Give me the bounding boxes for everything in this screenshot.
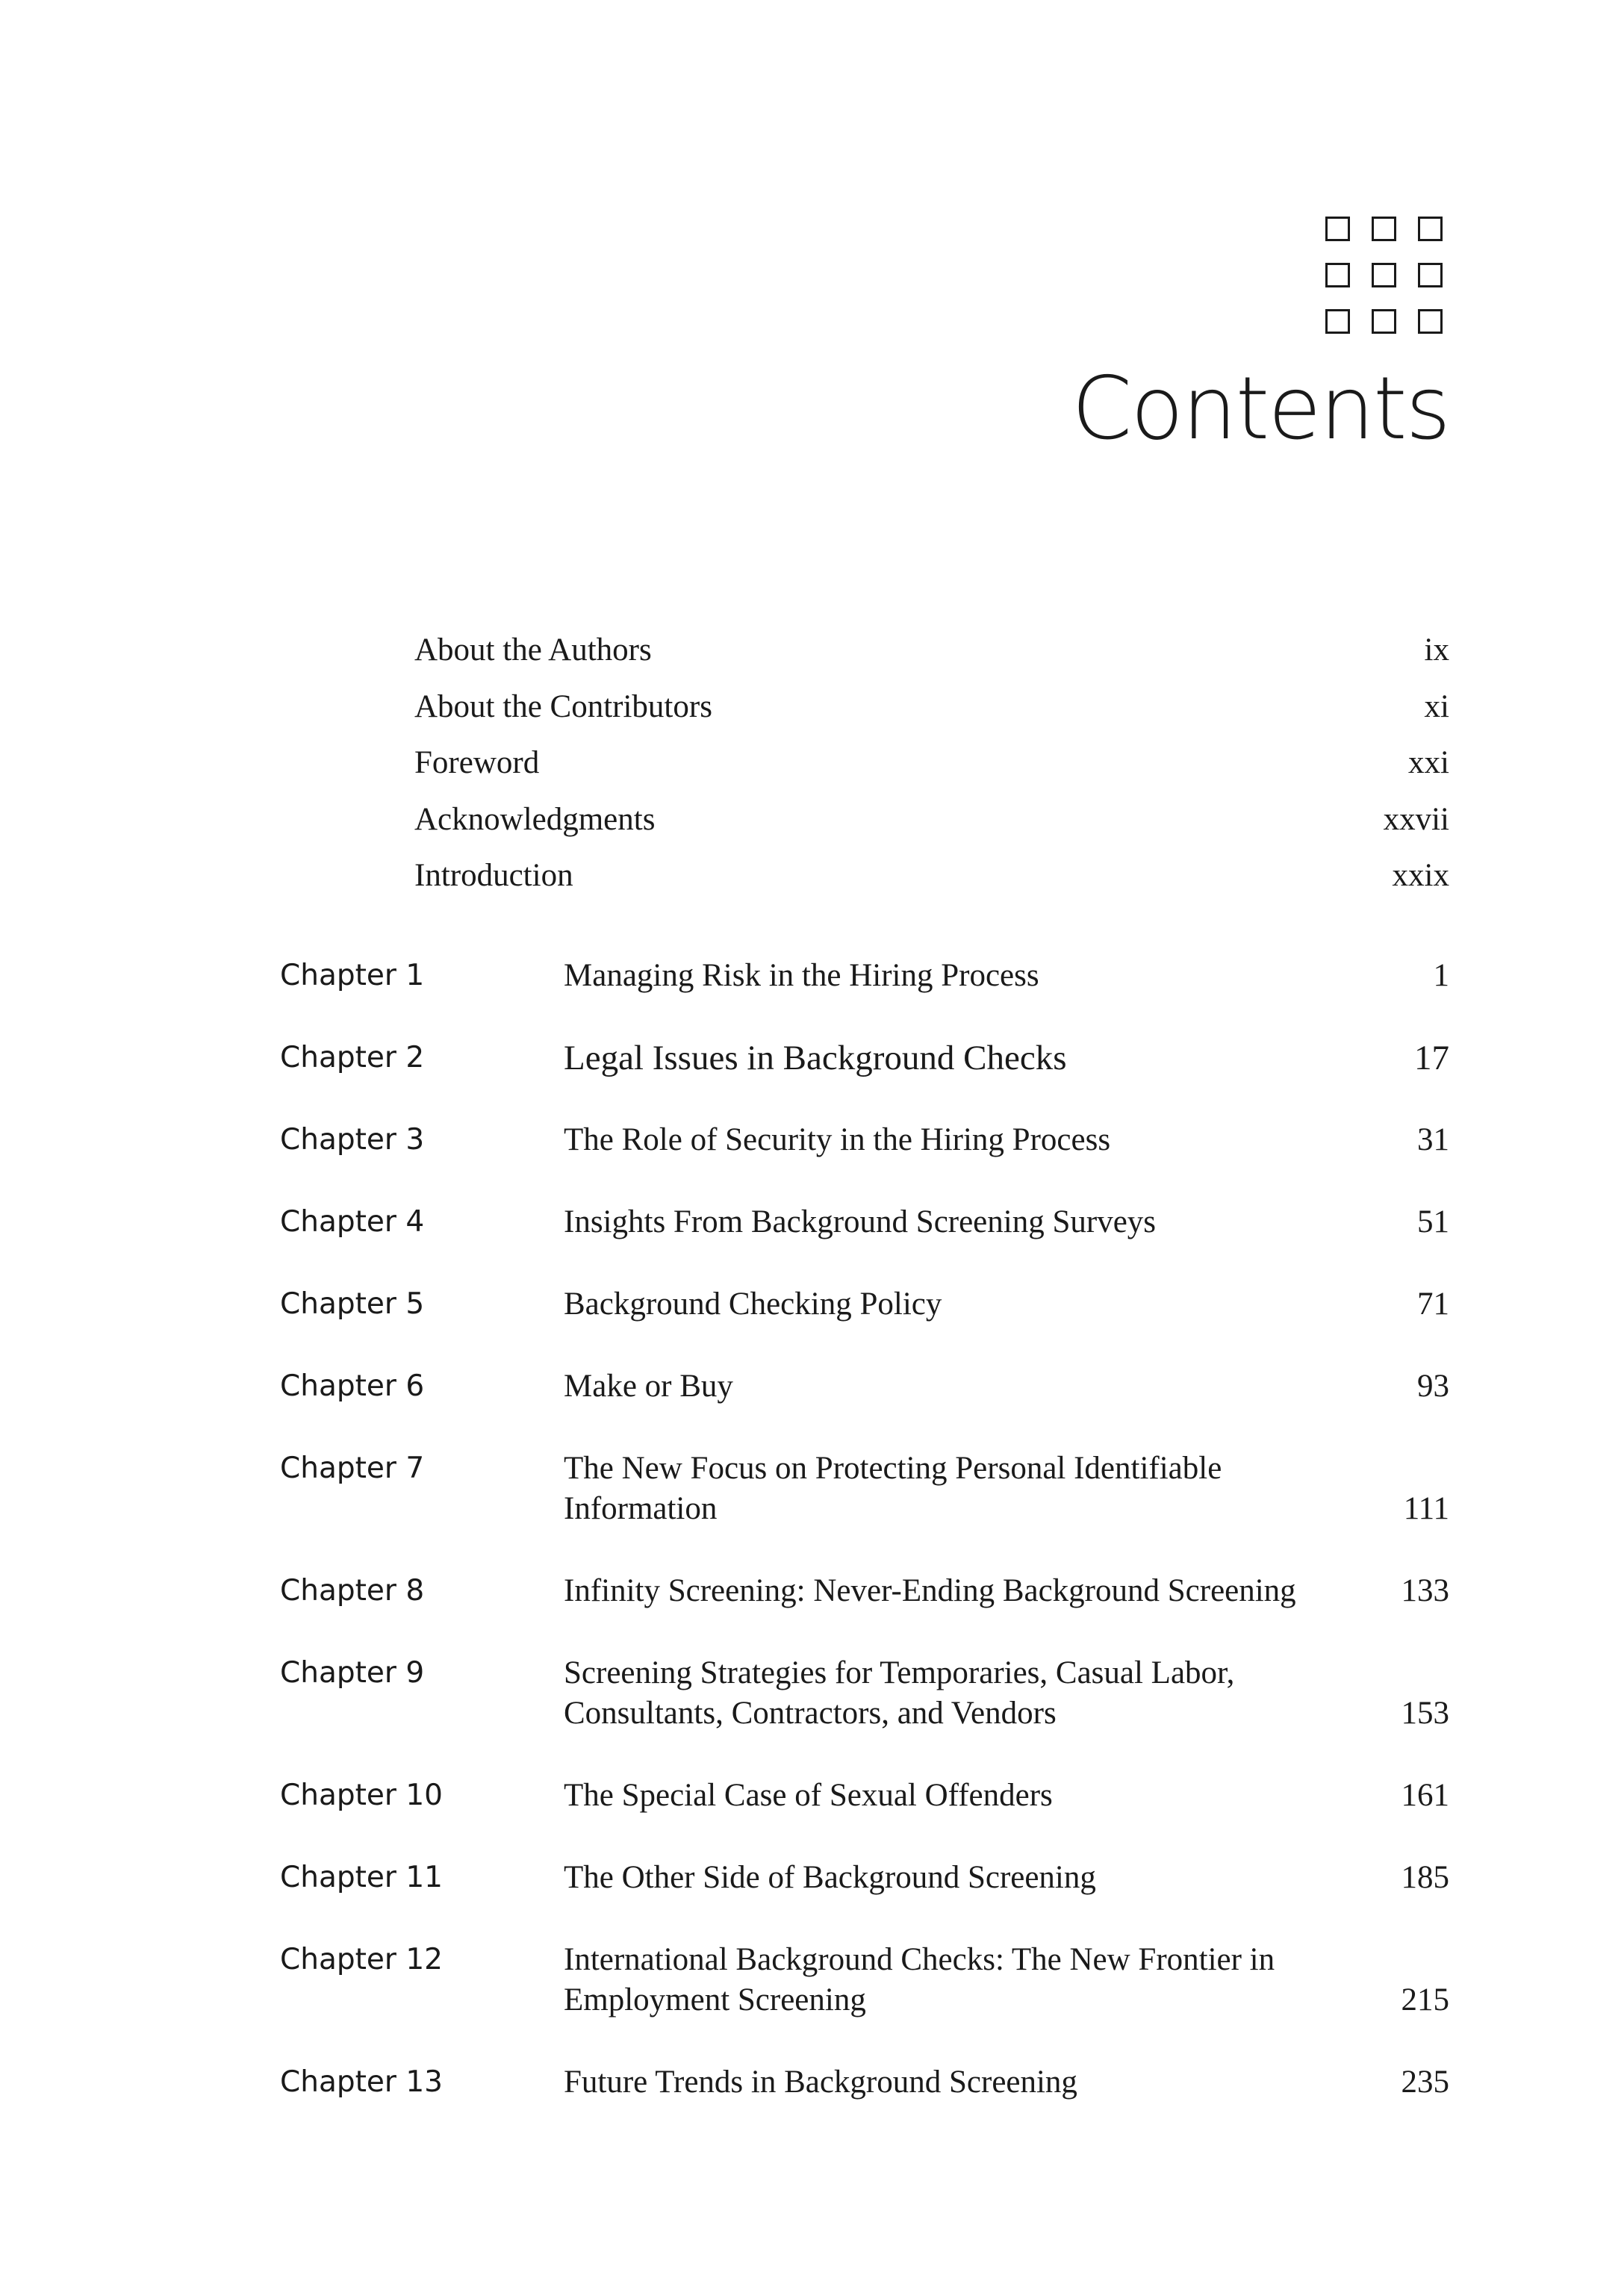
toc-entry-about-authors[interactable] — [414, 631, 1449, 688]
toc-chapter-1[interactable] — [280, 956, 1449, 996]
chapter-number: Chapter 12 — [280, 1943, 443, 1976]
chapter-page: 185 — [1401, 1860, 1449, 1895]
chapter-number: Chapter 4 — [280, 1205, 425, 1239]
chapter-title: Future Trends in Background Screening — [564, 2065, 1077, 2100]
chapter-title: Background Checking Policy — [564, 1287, 942, 1322]
square-icon — [1325, 309, 1350, 334]
toc-chapter-11[interactable] — [280, 1858, 1449, 1898]
chapter-page: 111 — [1403, 1491, 1449, 1526]
chapter-number: Chapter 7 — [280, 1452, 425, 1485]
chapter-title: The Role of Security in the Hiring Process — [564, 1122, 1111, 1157]
toc-entry-acknowledgments[interactable] — [414, 800, 1449, 857]
toc-chapter-7[interactable] — [280, 1449, 1449, 1529]
chapter-page: 51 — [1417, 1204, 1449, 1239]
chapter-number: Chapter 5 — [280, 1287, 425, 1321]
chapter-page: 71 — [1417, 1287, 1449, 1322]
chapter-page: 1 — [1433, 958, 1449, 993]
chapter-list — [280, 956, 1449, 2144]
chapter-page: 133 — [1401, 1573, 1449, 1608]
chapter-title: The Other Side of Background Screening — [564, 1860, 1096, 1895]
chapter-page: 17 — [1414, 1039, 1449, 1077]
entry-page: xxvii — [1383, 801, 1449, 837]
chapter-number: Chapter 9 — [280, 1656, 425, 1690]
chapter-title: Screening Strategies for Temporaries, Casual Labor, Consultants, Contractors, and Vendors — [564, 1655, 1235, 1731]
chapter-page: 93 — [1417, 1369, 1449, 1404]
chapter-page: 161 — [1401, 1778, 1449, 1813]
square-grid-icon — [1325, 217, 1449, 340]
entry-page: xxix — [1392, 858, 1449, 893]
square-icon — [1325, 263, 1350, 287]
toc-chapter-13[interactable] — [280, 2062, 1449, 2103]
toc-chapter-5[interactable] — [280, 1284, 1449, 1325]
chapter-number: Chapter 3 — [280, 1123, 425, 1157]
toc-chapter-6[interactable] — [280, 1366, 1449, 1407]
chapter-number: Chapter 13 — [280, 2065, 443, 2099]
toc-chapter-2[interactable] — [280, 1038, 1449, 1078]
chapter-number: Chapter 1 — [280, 959, 425, 992]
toc-chapter-10[interactable] — [280, 1776, 1449, 1816]
entry-page: ix — [1424, 632, 1449, 668]
entry-label: About the Authors — [414, 632, 652, 668]
square-icon — [1418, 217, 1443, 241]
entry-label: About the Contributors — [414, 688, 712, 724]
chapter-page: 31 — [1417, 1122, 1449, 1157]
entry-label: Acknowledgments — [414, 801, 656, 837]
square-icon — [1418, 309, 1443, 334]
chapter-title: Infinity Screening: Never-Ending Background Screening — [564, 1573, 1296, 1608]
page-title: Contents — [1071, 358, 1449, 459]
square-icon — [1372, 309, 1396, 334]
chapter-title: Legal Issues in Background Checks — [564, 1039, 1067, 1077]
square-icon — [1418, 263, 1443, 287]
chapter-page: 215 — [1401, 1982, 1449, 2017]
chapter-title: The New Focus on Protecting Personal Identifiable Information — [564, 1451, 1222, 1526]
toc-chapter-8[interactable] — [280, 1571, 1449, 1611]
entry-page: xxi — [1408, 745, 1449, 780]
chapter-title: Insights From Background Screening Surveys — [564, 1204, 1157, 1239]
toc-chapter-9[interactable] — [280, 1653, 1449, 1734]
entry-label: Foreword — [414, 745, 540, 780]
chapter-title: Make or Buy — [564, 1369, 733, 1404]
chapter-number: Chapter 2 — [280, 1041, 425, 1074]
square-icon — [1372, 217, 1396, 241]
front-matter-list — [414, 631, 1449, 913]
toc-chapter-3[interactable] — [280, 1120, 1449, 1160]
chapter-title: The Special Case of Sexual Offenders — [564, 1778, 1053, 1813]
chapter-page: 153 — [1401, 1696, 1449, 1731]
chapter-page: 235 — [1401, 2065, 1449, 2100]
toc-chapter-12[interactable] — [280, 1940, 1449, 2020]
toc-entry-foreword[interactable] — [414, 744, 1449, 800]
entry-page: xi — [1424, 688, 1449, 724]
chapter-title: Managing Risk in the Hiring Process — [564, 958, 1039, 993]
entry-label: Introduction — [414, 858, 573, 893]
chapter-number: Chapter 6 — [280, 1369, 425, 1403]
chapter-number: Chapter 11 — [280, 1861, 443, 1894]
toc-chapter-4[interactable] — [280, 1202, 1449, 1242]
square-icon — [1325, 217, 1350, 241]
chapter-number: Chapter 8 — [280, 1574, 425, 1608]
toc-entry-introduction[interactable] — [414, 856, 1449, 913]
toc-entry-about-contributors[interactable] — [414, 688, 1449, 744]
square-icon — [1372, 263, 1396, 287]
chapter-number: Chapter 10 — [280, 1779, 443, 1812]
chapter-title: International Background Checks: The New Frontier in Employment Screening — [564, 1942, 1275, 2017]
